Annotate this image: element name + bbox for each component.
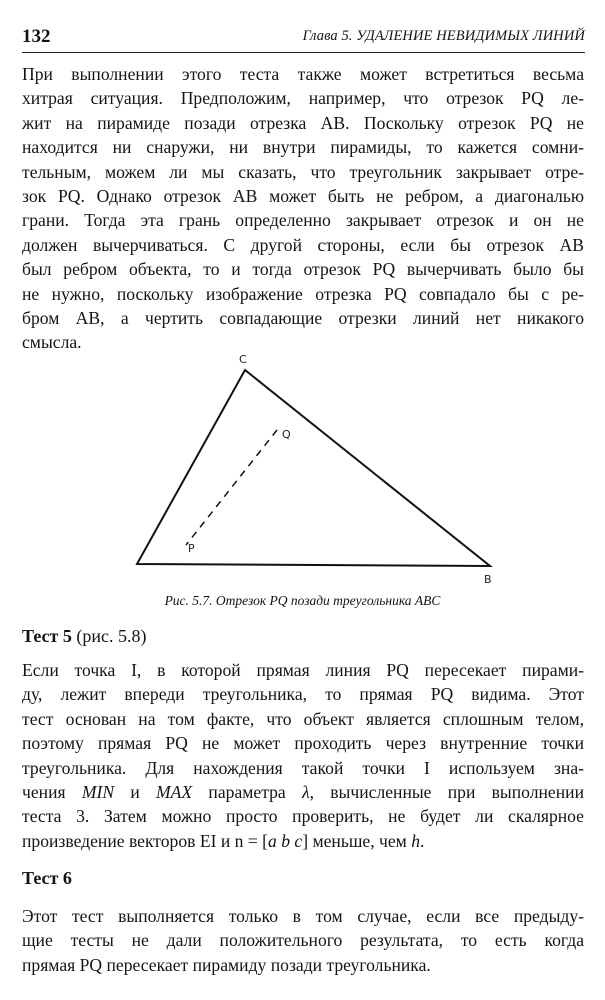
math-var-max: MAX	[156, 782, 193, 803]
heading-figure-ref: (рис. 5.8)	[76, 626, 147, 646]
heading-text: Тест 5	[22, 626, 72, 646]
figure-caption: Рис. 5.7. Отрезок PQ позади треугольника ABC	[164, 593, 441, 608]
text-line: жит на пирамиде позади отрезка AB. Поскольку отрезок PQ не	[22, 112, 584, 133]
text-line: щие тесты не дали положительного результата, то есть когда	[22, 930, 584, 951]
math-var-min: MIN	[81, 782, 115, 803]
text-line: Этот тест выполняется только в том случае, если все предыду-	[22, 906, 584, 926]
running-head: Глава 5. УДАЛЕНИЕ НЕВИДИМЫХ ЛИНИЙ	[302, 28, 585, 44]
text-line: грани. Тогда эта грань определенно закрывает отрезок и он не	[22, 210, 584, 231]
text-run: чения	[22, 782, 82, 803]
text-line: не нужно, поскольку изображение отрезка PQ совпадало бы с ре-	[22, 283, 584, 304]
text-line: бром AB, а чертить совпадающие отрезки линий нет никакого	[22, 308, 584, 329]
text-run: произведение векторов EI и n = [	[22, 830, 269, 851]
triangle-abc	[137, 370, 490, 566]
text-line	[22, 780, 584, 804]
text-line: зок PQ. Однако отрезок AB может быть не ребром, а диагональю	[22, 186, 584, 207]
text-run: ] меньше, чем	[302, 830, 412, 851]
text-run: .	[420, 830, 425, 851]
text-line: должен вычерчиваться. С другой стороны, если бы отрезок AB	[22, 234, 584, 255]
math-vector-abc: a b c	[268, 830, 303, 851]
text-line: треугольника. Для нахождения такой точки I используем зна-	[22, 757, 584, 778]
section-heading-test6	[22, 868, 72, 889]
text-line: Если точка I, в которой прямая линия PQ пересекает пирами-	[22, 660, 584, 680]
page-header	[22, 26, 585, 53]
paragraph-test5	[22, 658, 584, 853]
heading-text: Тест 6	[22, 868, 72, 888]
text-line: При выполнении этого теста также может встретиться весьма	[22, 64, 584, 84]
text-line: тельным, можем ли мы сказать, что треугольник закрывает отре-	[22, 161, 584, 182]
math-var-lambda: λ	[301, 782, 310, 803]
text-line: тест основан на том факте, что объект является сплошным телом,	[22, 708, 584, 729]
label-p: P	[188, 542, 195, 555]
paragraph-intro	[22, 62, 584, 355]
text-run: , вычисленные при выполнении	[309, 782, 584, 803]
paragraph-test6	[22, 904, 584, 977]
text-line: хитрая ситуация. Предположим, например, что отрезок PQ ле-	[22, 88, 584, 109]
text-line: ду, лежит впереди треугольника, то прямая PQ видима. Этот	[22, 684, 584, 705]
text-line: прямая PQ пересекает пирамиду позади треугольника.	[22, 954, 431, 975]
text-line: теста 3. Затем можно просто проверить, не будет ли скалярное	[22, 806, 584, 827]
segment-pq	[186, 430, 277, 545]
label-c: C	[239, 353, 247, 366]
text-line: поэтому прямая PQ не может проходить через внутренние точки	[22, 733, 584, 754]
label-b: B	[484, 573, 492, 585]
section-heading-test5	[22, 626, 147, 647]
text-line: находится ни снаружи, ни внутри пирамиды, то кажется сомни-	[22, 137, 584, 158]
triangle-diagram	[120, 340, 510, 585]
text-run: параметра	[192, 782, 302, 803]
math-var-h: h	[411, 830, 421, 851]
page-number: 132	[22, 26, 51, 47]
text-run: и	[114, 782, 157, 803]
text-line	[22, 829, 584, 853]
text-line: смысла.	[22, 332, 82, 353]
label-q: Q	[282, 428, 291, 441]
text-line: был ребром объекта, то и тогда отрезок PQ вычерчивать было бы	[22, 259, 584, 280]
figure-triangle	[120, 340, 510, 585]
